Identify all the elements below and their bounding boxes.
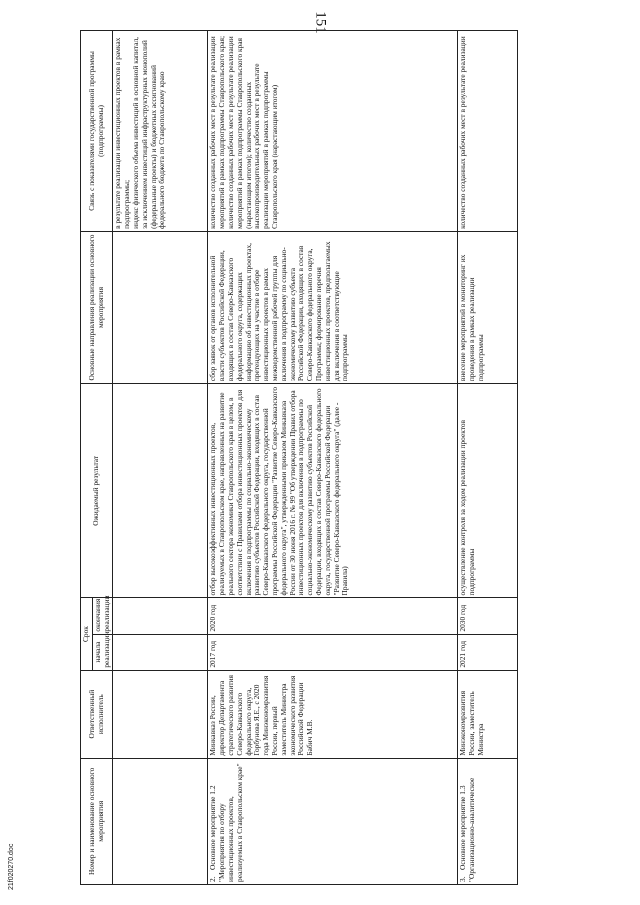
table-row [208,31,458,885]
cell-start: 2017 год [208,634,458,670]
header-start: начала реализации [92,634,113,670]
table-row [113,31,208,885]
cell-start: 2021 год [458,634,518,670]
header-link: Связь с показателями государственной программы (подпрограммы) [81,31,113,232]
cell-measure: 2.Основное мероприятие 1.2 "Мероприятия по отбору инвестиционных проектов, реализуемых в Ставропольском крае" [208,758,458,884]
cell-measure: 3.Основное мероприятие 1.3 "Организационно-аналитическое [458,758,518,884]
measures-table [80,30,518,885]
footer-code: 21f020270.doc [8,843,15,890]
cell-result: отбор высокоэффективных инвестиционных проектов, реализуемых в Ставропольском крае, направленных на развитие реального сектора экономики Ставропольского края в целом, в соответствии с Правилами отбора инвестиционных проектов для включения в подпрограммы по социально-экономическому развитию субъектов Российской Федерации, входящих в состав Северо-Кавказского федерального округа, государственной программы Российской Федерации "Развитие Северо-Кавказского федерального округа", утвержденными приказом Минкавказа России от 30 июня 2016 г. № 99 "Об утверждении Правил отбора инвестиционных проектов для включения в подпрограммы по социально-экономическому развитию субъектов Российской Федерации, входящих в состав Северо-Кавказского федерального округа, государственной программы Российской Федерации "Развитие Северо-Кавказского федерального округа" (далее - Правила) [208,384,458,598]
cell-result: осуществление контроля за ходом реализации проектов подпрограммы [458,384,518,598]
table-row [458,31,518,885]
cell-start [113,634,208,670]
header-term: Срок [81,598,93,670]
cell-end: 2030 год [458,598,518,634]
cell-end: 2020 год [208,598,458,634]
cell-directions [113,231,208,383]
page-number: 151 [312,11,329,34]
cell-directions: сбор заявок от органов исполнительной власти субъектов Российской Федерации, входящих в состав Северо-Кавказского федерального округа, содержащих информацию об инвестиционных проектах, претендующих на участие в отборе инвестиционных проектов в рамках межведомственной рабочей группы для включения в подпрограмму по социально-экономическому развитию субъекта Российской Федерации, входящих в состав Северо-Кавказского федерального округа, Программы; формирование перечня инвестиционных проектов, предполагаемых для включения в соответствующие подпрограммы [208,231,458,383]
cell-executor [113,670,208,758]
cell-executor: Минкавказ России, директор Департамента стратегического развития Северо-Кавказского федерального округа, Горбунова Я.Е., с 2020 года Минэкономразвития России, первый заместитель Министра экономического развития Российской Федерации Бабич М.В. [208,670,458,758]
header-directions: Основные направления реализации основного мероприятия [81,231,113,383]
header-end: окончания реализации [92,598,113,634]
cell-executor: Минэкономразвития России, заместитель Министра [458,670,518,758]
header-measure: Номер и наименование основного мероприятия [81,758,113,884]
rotated-table-container [80,30,600,885]
cell-result [113,384,208,598]
cell-link: количество созданных рабочих мест в результате реализации мероприятий в рамках подпрограммы Ставропольского края; количество созданных рабочих мест в результате реализации мероприятий в рамках подпрограммы Ставропольского края (нарастающим итогом); количество созданных высокопроизводительных рабочих мест в результате реализации мероприятий в рамках подпрограммы Ставропольского края (нарастающим итогом) [208,31,458,232]
header-executor: Ответственный исполнитель [81,670,113,758]
cell-directions: внесение мероприятий в мониторинг их проведения в рамках реализации подпрограммы [458,231,518,383]
cell-end [113,598,208,634]
header-result: Ожидаемый результат [81,384,113,598]
cell-link: количество созданных рабочих мест в результате реализации [458,31,518,232]
cell-measure [113,758,208,884]
cell-link: в результате реализации инвестиционных проектов в рамках подпрограммы; индекс физического объема инвестиций в основной капитал, за исключением инвестиций инфраструктурных монополий (федеральные проекты) и бюджетных ассигнований федерального бюджета по Ставропольскому краю [113,31,208,232]
